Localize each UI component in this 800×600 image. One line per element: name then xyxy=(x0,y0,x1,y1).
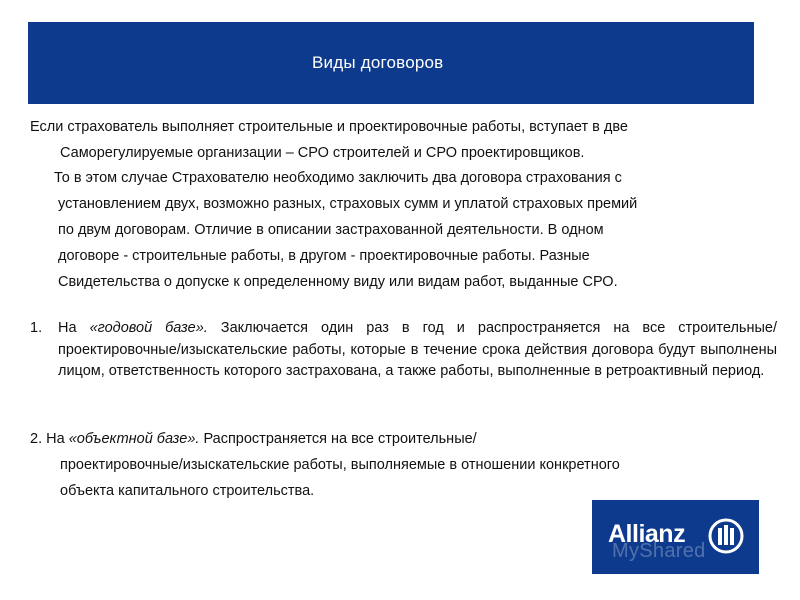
explanation-line: установлением двух, возможно разных, страховых сумм и уплатой страховых премий xyxy=(58,196,638,212)
list-item-text: Распространяется на все строительные/ xyxy=(199,431,477,447)
explanation-paragraph xyxy=(54,165,637,295)
list-item-line: проектировочные/изыскательские работы, выполняемые в отношении конкретного xyxy=(60,457,620,473)
explanation-line: договоре - строительные работы, в другом - проектировочные работы. Разные xyxy=(58,248,590,264)
explanation-line: То в этом случае Страхователю необходимо заключить два договора страхования с xyxy=(54,170,622,186)
intro-line: Если страхователь выполняет строительные и проектировочные работы, вступает в две xyxy=(30,119,628,135)
logo-text: Allianz xyxy=(608,520,686,548)
list-item-number: 1. xyxy=(30,320,43,336)
list-item-object-basis xyxy=(30,426,620,504)
list-item-prefix: На xyxy=(42,431,69,447)
allianz-eagle-icon xyxy=(708,518,744,554)
list-item-emphasis: «годовой базе». xyxy=(89,320,208,336)
list-item-annual-basis xyxy=(30,318,777,383)
list-item-text: Заключается один раз в год и распространяется на все строительные/проектировочные/изыскательские работы, которые в течение срока действия договора будут выполнены лицом, ответственность которого застрахована, а также работы, выполненные в ретроактивный период. xyxy=(58,320,777,379)
slide-title: Виды договоров xyxy=(312,53,444,72)
watermark: MyShared xyxy=(612,540,706,562)
explanation-line: по двум договорам. Отличие в описании застрахованной деятельности. В одном xyxy=(58,222,604,238)
list-item-emphasis: «объектной базе». xyxy=(68,431,200,447)
intro-line: Саморегулируемые организации – СРО строителей и СРО проектировщиков. xyxy=(60,145,585,161)
intro-paragraph xyxy=(30,114,628,166)
list-item-prefix: На xyxy=(58,320,90,336)
list-item-number: 2. xyxy=(30,431,43,447)
explanation-line: Свидетельства о допуске к определенному виду или видам работ, выданные СРО. xyxy=(58,274,618,290)
list-item-line: объекта капитального строительства. xyxy=(60,483,315,499)
list-item-body xyxy=(58,318,777,383)
